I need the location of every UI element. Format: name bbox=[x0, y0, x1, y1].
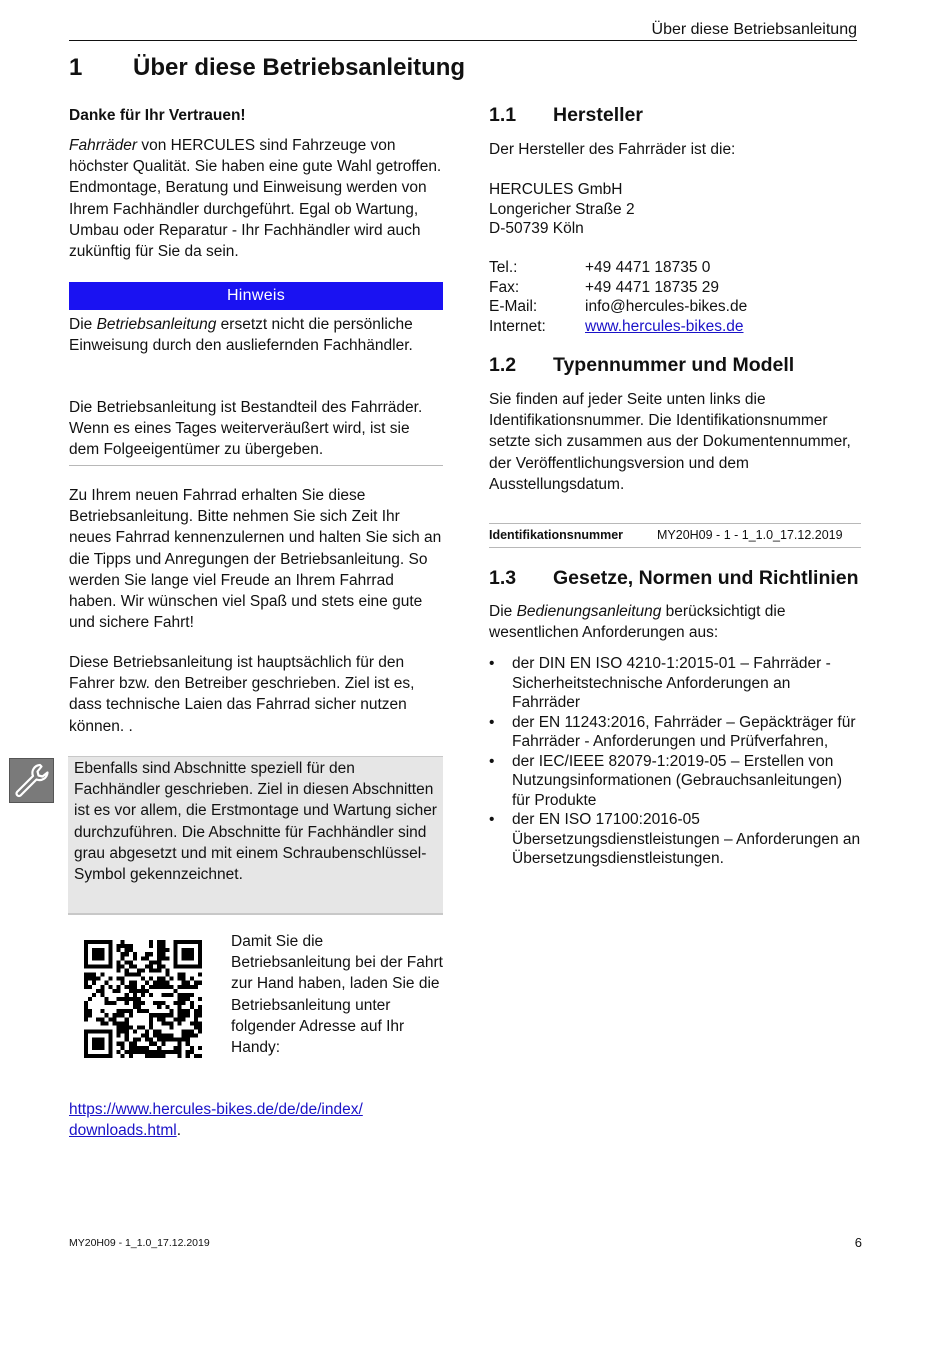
list-item: • der EN 11243:2016, Fahrräder – Gepäckträger für Fahrräder - Anforderungen und Prüfverfahren, bbox=[489, 713, 861, 752]
list-item: • der DIN EN ISO 4210-1:2015-01 – Fahrräder - Sicherheitstechnische Anforderungen an Fahrräder bbox=[489, 654, 861, 713]
list-item: • der EN ISO 17100:2016-05 Übersetzungsdienstleistungen – Anforderungen an Übersetzungsdienstleistungen. bbox=[489, 810, 861, 869]
section-title: Gesetze, Normen und Richtlinien bbox=[553, 567, 859, 589]
address-line: Longericher Straße 2 bbox=[489, 200, 635, 218]
address-line: D-50739 Köln bbox=[489, 220, 584, 237]
page-number: 6 bbox=[854, 1235, 862, 1250]
contact-row-phone bbox=[489, 258, 861, 278]
contact-key: Tel.: bbox=[489, 259, 518, 276]
laws-intro-post: berücksichtigt die wesentlichen Anforderungen aus: bbox=[489, 603, 786, 642]
section-number: 1.1 bbox=[489, 104, 517, 126]
manufacturer-intro: Der Hersteller des Fahrräder ist die: bbox=[489, 141, 736, 158]
contact-key: Internet: bbox=[489, 317, 546, 335]
contact-row-internet bbox=[489, 317, 861, 337]
contact-value: info@hercules-bikes.de bbox=[585, 298, 748, 315]
laws-intro-emphasis: Bedienungsanleitung bbox=[516, 603, 662, 620]
section-1-2-heading bbox=[489, 354, 861, 377]
audience-paragraph: Diese Betriebsanleitung ist hauptsächlich für den Fahrer bzw. den Betreiber geschrieben. Ziel ist es, dass technische Laien das Fahrrad sicher nutzen können. . bbox=[69, 654, 415, 735]
list-item: • der IEC/IEEE 82079-1:2019-05 – Erstellen von Nutzungsinformationen (Gebrauchsanleitungen) für Produkte bbox=[489, 752, 861, 811]
qr-code bbox=[84, 940, 202, 1058]
wrench-icon bbox=[9, 758, 54, 803]
section-number: 1.3 bbox=[489, 567, 517, 589]
contact-table bbox=[489, 258, 861, 336]
download-link-paragraph bbox=[69, 1099, 443, 1141]
section-title: Typennummer und Modell bbox=[553, 354, 795, 376]
standards-list bbox=[489, 654, 861, 869]
ident-row bbox=[489, 528, 861, 542]
hinweis-p1-pre: Die bbox=[69, 316, 97, 333]
contact-key: E-Mail: bbox=[489, 298, 538, 315]
intro-emphasis: Fahrräder bbox=[69, 137, 138, 154]
chapter-heading bbox=[69, 54, 465, 82]
dealer-section-text: Ebenfalls sind Abschnitte speziell für den Fachhändler geschrieben. Ziel in diesen Abschnitten ist es vor allem, die Erstmontage und Wartung sicher durchzuführen. Die Abschnitte für Fachhändler sind grau abgesetzt und mit einem Schraubenschlüssel-Symbol gekennzeichnet. bbox=[74, 760, 437, 884]
header-rule bbox=[69, 40, 857, 41]
laws-intro-pre: Die bbox=[489, 603, 517, 620]
hinweis-end-rule bbox=[69, 465, 443, 466]
download-link[interactable] bbox=[69, 1101, 363, 1139]
running-header: Über diese Betriebsanleitung bbox=[651, 21, 857, 38]
hinweis-banner: Hinweis bbox=[69, 282, 443, 310]
chapter-number: 1 bbox=[69, 54, 83, 81]
chapter-title: Über diese Betriebsanleitung bbox=[133, 54, 466, 81]
section-number: 1.2 bbox=[489, 354, 517, 376]
download-link-line-2: downloads.html bbox=[69, 1122, 177, 1140]
type-number-paragraph: Sie finden auf jeder Seite unten links die Identifikationsnummer. Die Identifikationsnummer setzte sich zusammen aus der Dokumentennummer, der Veröffentlichungsversion und dem Ausstellungsdatum. bbox=[489, 391, 851, 493]
contact-key: Fax: bbox=[489, 278, 520, 296]
section-1-3-heading bbox=[489, 567, 861, 590]
dealer-section-box bbox=[68, 756, 443, 915]
contact-row-fax bbox=[489, 278, 861, 298]
address-line: HERCULES GmbH bbox=[489, 181, 623, 198]
ident-bottom-rule bbox=[489, 547, 861, 548]
hinweis-p1-post: ersetzt nicht die persönliche Einweisung durch den ausliefernden Fachhändler. bbox=[69, 316, 413, 355]
laws-intro bbox=[489, 601, 861, 643]
hinweis-p1-emphasis: Betriebsanleitung bbox=[96, 316, 217, 333]
contact-value: +49 4471 18735 29 bbox=[585, 278, 720, 296]
manufacturer-address bbox=[489, 180, 861, 239]
section-1-1-heading bbox=[489, 104, 861, 127]
website-link[interactable]: www.hercules-bikes.de bbox=[585, 317, 744, 335]
download-link-period: . bbox=[176, 1122, 182, 1140]
new-bike-paragraph: Zu Ihrem neuen Fahrrad erhalten Sie diese Betriebsanleitung. Bitte nehmen Sie sich Zeit Ihr neues Fahrrad kennenzulernen und halten Sie sich an die Tipps und Anregungen der Betriebsanleitung. So werden Sie lange viel Freude an Ihrem Fahrrad haben. Wir wünschen viel Spaß und stets eine gute und sichere Fahrt! bbox=[69, 487, 442, 632]
ident-value: MY20H09 - 1 - 1_1.0_17.12.2019 bbox=[657, 528, 843, 542]
footer-doc-id: MY20H09 - 1_1.0_17.12.2019 bbox=[69, 1237, 210, 1249]
thanks-heading: Danke für Ihr Vertrauen! bbox=[69, 107, 246, 124]
intro-paragraph bbox=[69, 135, 443, 262]
contact-value: +49 4471 18735 0 bbox=[585, 259, 711, 276]
contact-row-email bbox=[489, 297, 861, 317]
ident-label: Identifikationsnummer bbox=[489, 528, 624, 542]
intro-text: von HERCULES sind Fahrzeuge von höchster Qualität. Sie haben eine gute Wahl getroffen. Endmontage, Beratung und Einweisung werden von Ihrem Fachhändler durchgeführt. Egal ob Wartung, Umbau oder Reparatur - Ihr Fachhändler wird auch zukünftig für Sie da sein. bbox=[69, 137, 442, 261]
download-link-line-1: https://www.hercules-bikes.de/de/de/index/ bbox=[69, 1101, 363, 1118]
ident-top-rule bbox=[489, 523, 861, 524]
section-title: Hersteller bbox=[553, 104, 643, 126]
hinweis-paragraph-1 bbox=[69, 314, 443, 356]
hinweis-paragraph-2: Die Betriebsanleitung ist Bestandteil des Fahrräder. Wenn es eines Tages weiterveräußert wird, ist sie dem Folgeeigentümer zu übergeben. bbox=[69, 399, 423, 459]
qr-caption: Damit Sie die Betriebsanleitung bei der Fahrt zur Hand haben, laden Sie die Betriebsanleitung unter folgender Adresse auf Ihr Handy: bbox=[231, 933, 443, 1057]
